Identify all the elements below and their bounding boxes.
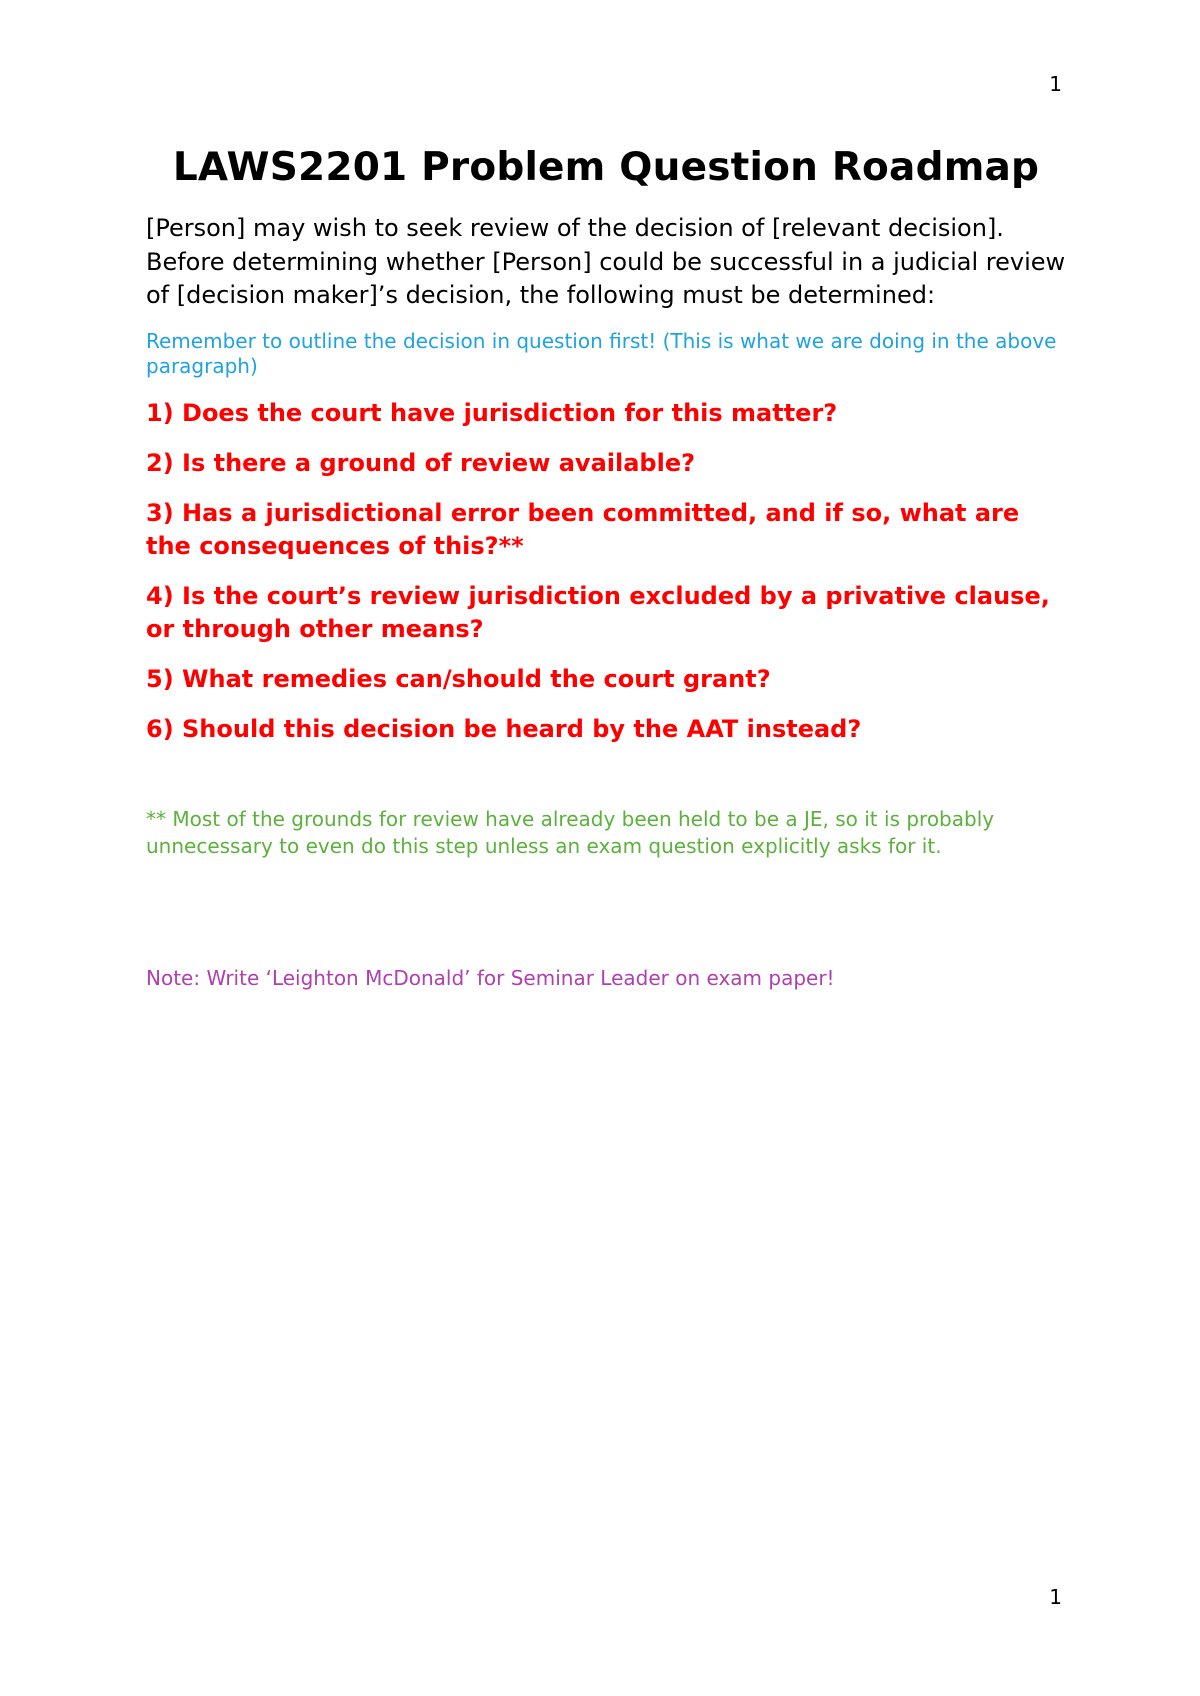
reminder-note: Remember to outline the decision in question first! (This is what we are doing in the above paragraph) — [146, 328, 1057, 378]
question-item: 6) Should this decision be heard by the AAT instead? — [146, 714, 862, 743]
page-number-top: 1 — [1049, 72, 1062, 96]
question-item: 3) Has a jurisdictional error been committed, and if so, what are the consequences of this?** — [146, 498, 1020, 560]
document-title: LAWS2201 Problem Question Roadmap — [172, 145, 1040, 190]
intro-paragraph: [Person] may wish to seek review of the decision of [relevant decision]. Before determining whether [Person] could be successful in a judicial review of [decision maker]’s decision, the following must be determined: — [146, 214, 1066, 309]
question-item: 1) Does the court have jurisdiction for this matter? — [146, 398, 838, 427]
page-number-bottom: 1 — [1049, 1585, 1062, 1609]
question-list — [146, 397, 1066, 746]
question-item: 2) Is there a ground of review available? — [146, 448, 696, 477]
exam-note: Note: Write ‘Leighton McDonald’ for Seminar Leader on exam paper! — [146, 965, 835, 990]
footnote: ** Most of the grounds for review have already been held to be a JE, so it is probably unnecessary to even do this step unless an exam question explicitly asks for it. — [146, 806, 995, 858]
question-item: 5) What remedies can/should the court grant? — [146, 664, 771, 693]
question-item: 4) Is the court’s review jurisdiction excluded by a privative clause, or through other means? — [146, 581, 1050, 643]
document-body — [146, 145, 1066, 992]
